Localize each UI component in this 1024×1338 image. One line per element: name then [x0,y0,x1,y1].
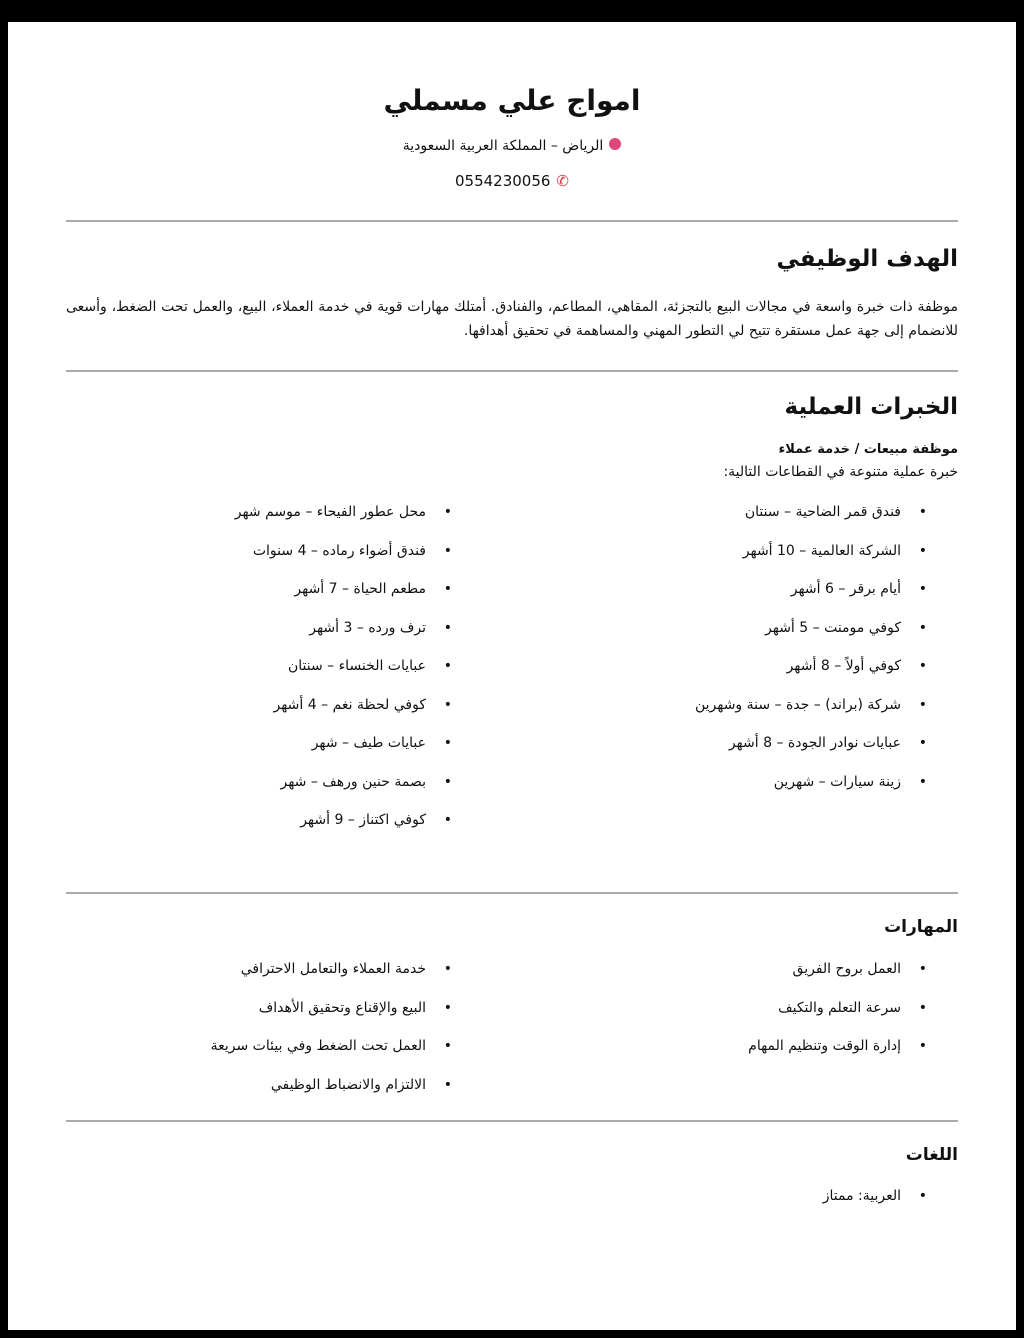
experience-title: الخبرات العملية [784,394,958,420]
list-item: • كوفي لحظة نغم – 4 أشهر [235,697,426,736]
divider [66,1120,958,1122]
list-item: • شركة (براند) – جدة – سنة وشهرين [695,697,901,736]
divider [66,220,958,222]
list-item: • البيع والإقناع وتحقيق الأهداف [211,1000,426,1039]
list-item: • عبايات نوادر الجودة – 8 أشهر [695,735,901,774]
experience-list-left [235,504,426,851]
resume-page [8,22,1016,1330]
list-item: • محل عطور الفيحاء – موسم شهر [235,504,426,543]
phone-icon: ✆ [556,172,569,190]
candidate-name: امواج علي مسملي [383,84,641,117]
languages-list [823,1188,901,1227]
list-item: • خدمة العملاء والتعامل الاحترافي [211,961,426,1000]
skills-list-left [211,961,426,1115]
pin-icon [609,138,621,150]
list-item: • أيام برقر – 6 أشهر [695,581,901,620]
location-text: الرياض – المملكة العربية السعودية [402,138,604,154]
experience-role: موظفة مبيعات / خدمة عملاء [778,442,958,457]
list-item: • زينة سيارات – شهرين [695,774,901,813]
location-line [8,138,1016,154]
list-item: • العمل تحت الضغط وفي بيئات سريعة [211,1038,426,1077]
list-item: • الالتزام والانضباط الوظيفي [211,1077,426,1116]
list-item: • العمل بروح الفريق [748,961,901,1000]
list-item: • عبايات الخنساء – سنتان [235,658,426,697]
experience-list-right [695,504,901,812]
objective-text: موظفة ذات خبرة واسعة في مجالات البيع بالتجزئة، المقاهي، المطاعم، والفنادق. أمتلك مهارات قوية في خدمة العملاء، البيع، والعمل تحت الضغط، وأسعى للانضمام إلى جهة عمل مستقرة تتيح لي التطور المهني والمساهمة في تحقيق أهدافها. [66,299,958,339]
list-item: • فندق أضواء رماده – 4 سنوات [235,543,426,582]
list-item: • فندق قمر الضاحية – سنتان [695,504,901,543]
divider [66,892,958,894]
list-item: • كوفي مومنت – 5 أشهر [695,620,901,659]
list-item: • عبايات طيف – شهر [235,735,426,774]
list-item: • ترف ورده – 3 أشهر [235,620,426,659]
phone-text: 0554230056 [454,172,551,190]
skills-title: المهارات [884,917,958,937]
list-item: • العربية: ممتاز [823,1188,901,1227]
languages-title: اللغات [905,1145,958,1165]
divider [66,370,958,372]
list-item: • كوفي اكتناز – 9 أشهر [235,812,426,851]
phone-line [8,172,1016,190]
experience-intro: خبرة عملية متنوعة في القطاعات التالية: [723,464,958,480]
list-item: • إدارة الوقت وتنظيم المهام [748,1038,901,1077]
list-item: • سرعة التعلم والتكيف [748,1000,901,1039]
list-item: • الشركة العالمية – 10 أشهر [695,543,901,582]
objective-title: الهدف الوظيفي [776,246,958,272]
list-item: • بصمة حنين ورهف – شهر [235,774,426,813]
list-item: • مطعم الحياة – 7 أشهر [235,581,426,620]
list-item: • كوفي أولاً – 8 أشهر [695,658,901,697]
skills-list-right [748,961,901,1077]
